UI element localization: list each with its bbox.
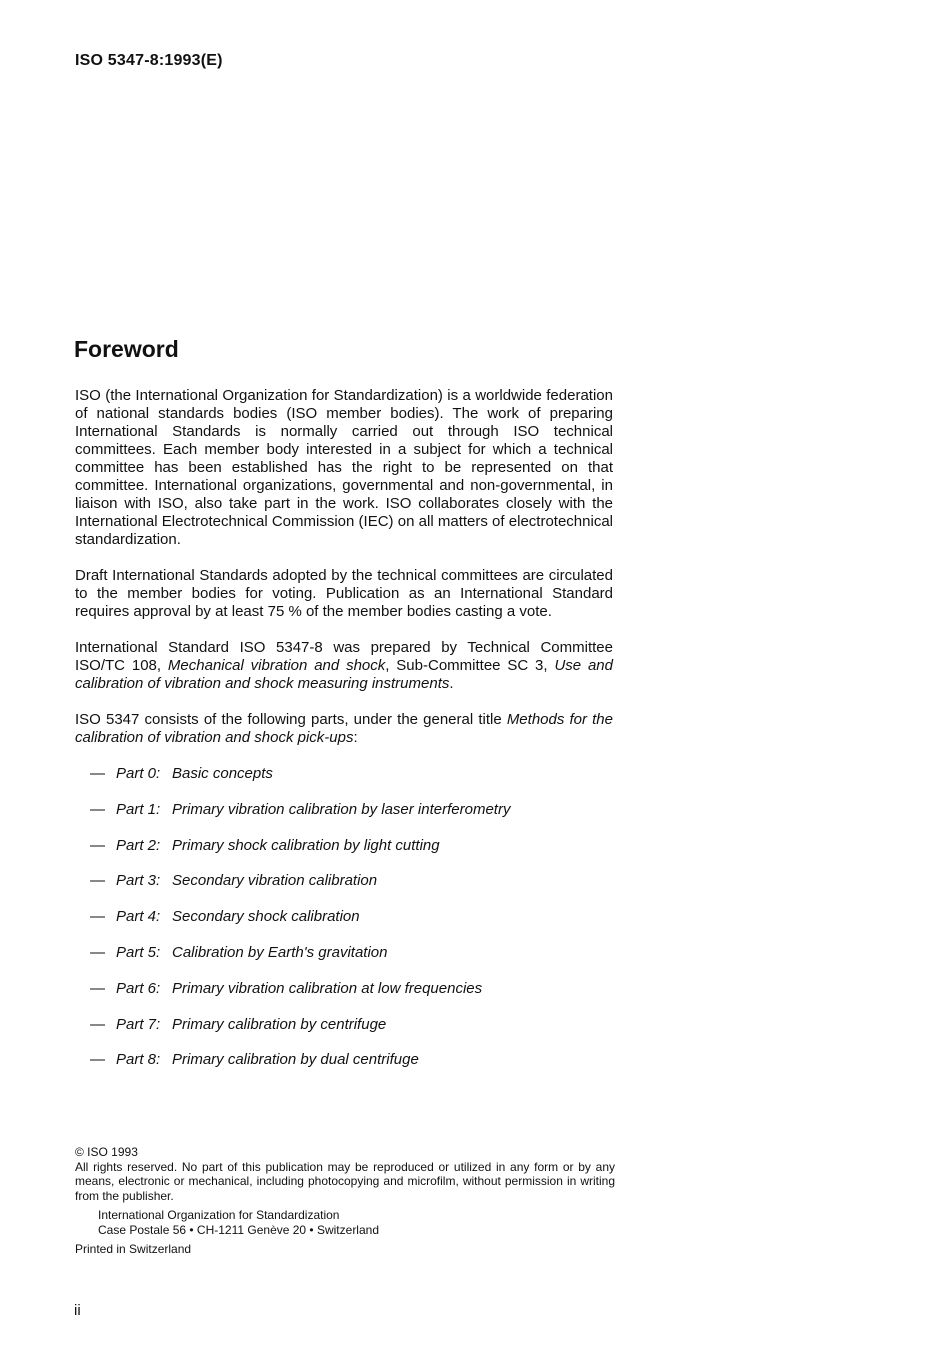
general-title: Methods for the calibration of vibration and shock pick-ups — [75, 711, 613, 746]
para3-text-1: International Standard ISO 5347-8 was prepared by Technical Committee ISO/TC 108, — [75, 639, 613, 674]
list-item — [75, 1051, 613, 1069]
dash-marker: — — [90, 979, 105, 997]
para3-text-3: . — [449, 675, 454, 692]
copyright-block — [75, 1145, 615, 1257]
dash-marker: — — [90, 1015, 105, 1033]
foreword-paragraph-4 — [75, 711, 613, 747]
part-title: Secondary vibration calibration — [172, 872, 378, 890]
postal-address: Case Postale 56 • CH-1211 Genève 20 • Switzerland — [98, 1222, 379, 1237]
part-label: Part 2: — [116, 836, 161, 854]
dash-marker: — — [90, 765, 105, 782]
part-title: Secondary shock calibration — [172, 908, 360, 926]
part-title: Primary shock calibration by light cutting — [172, 836, 440, 854]
part-label: Part 3: — [116, 872, 161, 890]
printed-in: Printed in Switzerland — [75, 1242, 192, 1256]
part-label: Part 8: — [116, 1051, 161, 1069]
list-item — [75, 980, 613, 998]
para4-text-1: ISO 5347 consists of the following parts, under the general title — [75, 711, 507, 728]
document-id: ISO 5347-8:1993(E) — [75, 52, 223, 69]
part-label: Part 7: — [116, 1015, 161, 1033]
list-item — [75, 872, 613, 890]
list-item — [75, 1016, 613, 1034]
part-label: Part 0: — [116, 765, 161, 782]
dash-marker: — — [90, 872, 105, 890]
parts-list — [75, 765, 613, 1069]
para3-text-2: , Sub-Committee SC 3, — [385, 657, 555, 674]
foreword-paragraph-1: ISO (the International Organization for Standardization) is a worldwide federation of national standards bodies (ISO member bodies). The work of preparing International Standards is normally carried out through ISO technical committees. Each member body interested in a subject for which a technical committee has been established has the right to be represented on that committee. International organizations, governmental and non-governmental, in liaison with ISO, also take part in the work. ISO collaborates closely with the International Electrotechnical Commission (IEC) on all matters of electrotechnical standardization. — [75, 387, 613, 548]
list-item — [75, 837, 613, 855]
part-label: Part 1: — [116, 800, 161, 818]
page-number: ii — [74, 1302, 81, 1319]
copyright-notice: © ISO 1993 — [75, 1145, 138, 1159]
rights-statement: All rights reserved. No part of this publication may be reproduced or utilized in any form or by any means, electronic or mechanical, including photocopying and microfilm, without permission in writing from the publisher. — [75, 1159, 615, 1203]
dash-marker: — — [90, 800, 105, 818]
part-label: Part 5: — [116, 943, 161, 961]
committee-title: Mechanical vibration and shock — [167, 657, 386, 674]
part-title: Calibration by Earth's gravitation — [172, 943, 388, 961]
dash-marker: — — [90, 1051, 105, 1069]
list-item — [75, 765, 613, 783]
dash-marker: — — [90, 836, 105, 854]
part-title: Primary vibration calibration at low frequencies — [172, 979, 483, 997]
foreword-paragraph-3 — [75, 639, 613, 693]
list-item — [75, 801, 613, 819]
publisher-address — [98, 1208, 615, 1237]
part-title: Primary vibration calibration by laser interferometry — [172, 800, 511, 818]
foreword-paragraph-2: Draft International Standards adopted by the technical committees are circulated to the member bodies for voting. Publication as an International Standard requires approval by at least 75 % of the member bodies casting a vote. — [75, 567, 613, 620]
foreword-body — [75, 387, 613, 1087]
dash-marker: — — [90, 943, 105, 961]
para4-text-2: : — [353, 729, 358, 746]
foreword-title: Foreword — [74, 336, 179, 362]
list-item — [75, 908, 613, 926]
dash-marker: — — [90, 908, 105, 926]
part-title: Primary calibration by centrifuge — [172, 1015, 387, 1033]
organization-name: International Organization for Standardization — [98, 1208, 340, 1222]
part-title: Basic concepts — [172, 765, 273, 782]
part-label: Part 6: — [116, 979, 161, 997]
list-item — [75, 944, 613, 962]
part-title: Primary calibration by dual centrifuge — [172, 1051, 419, 1069]
subcommittee-title: Use and calibration of vibration and shock measuring instruments — [75, 657, 613, 692]
part-label: Part 4: — [116, 908, 161, 926]
